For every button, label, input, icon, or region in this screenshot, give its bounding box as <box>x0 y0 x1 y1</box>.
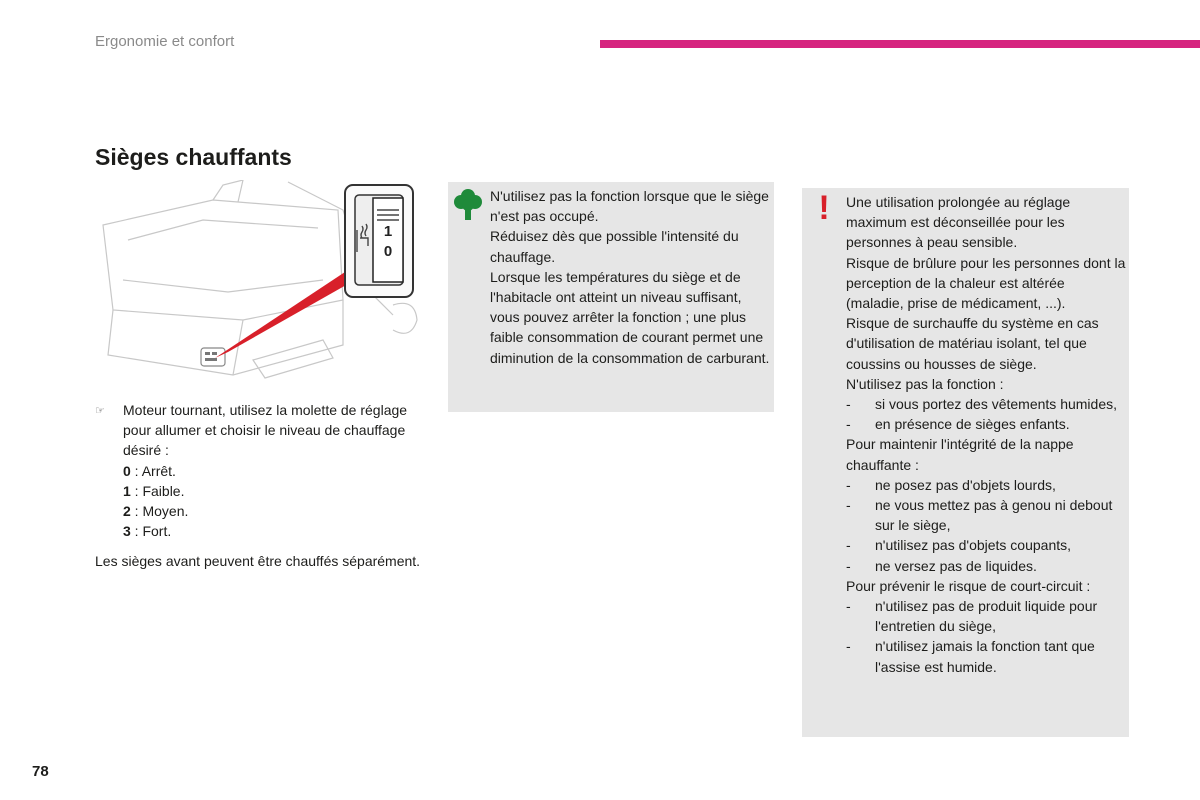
heating-levels-list <box>123 461 425 542</box>
instructions-column <box>95 400 425 586</box>
eco-paragraph: N'utilisez pas la fonction lorsque que le siège n'est pas occupé. <box>490 188 769 225</box>
level-item: 1 : Faible. <box>123 482 185 499</box>
section-label: Ergonomie et confort <box>95 33 235 50</box>
page-number: 78 <box>32 763 49 780</box>
warning-list-item: - si vous portez des vêtements humides, <box>846 396 1118 413</box>
tree-icon <box>454 187 482 221</box>
warning-paragraph: Pour maintenir l'intégrité de la nappe chauffante : <box>846 436 1074 473</box>
header-accent-bar <box>600 40 1200 48</box>
page-title: Sièges chauffants <box>95 144 292 170</box>
instruction-text: Moteur tournant, utilisez la molette de réglage pour allumer et choisir le niveau de chauffage désiré : <box>123 402 408 459</box>
warning-box <box>802 188 1129 737</box>
warning-list-item: - ne versez pas de liquides. <box>846 557 1037 574</box>
warning-list <box>846 475 1126 576</box>
warning-list-item: - ne vous mettez pas à genou ni debout sur le siège, <box>846 497 1113 534</box>
instruction-bullet <box>95 400 425 461</box>
warning-list-item: - n'utilisez jamais la fonction tant que l'assise est humide. <box>846 638 1095 675</box>
seat-illustration <box>93 180 420 390</box>
warning-text <box>846 192 1126 677</box>
warning-list-item: - n'utilisez pas de produit liquide pour l'entretien du siège, <box>846 598 1098 635</box>
warning-list-item: - ne posez pas d'objets lourds, <box>846 476 1056 493</box>
warning-paragraph: Pour prévenir le risque de court-circuit : <box>846 577 1091 594</box>
knob-mark-0: 0 <box>383 243 393 260</box>
level-item: 2 : Moyen. <box>123 503 189 520</box>
level-item: 3 : Fort. <box>123 523 172 540</box>
eco-paragraph: Réduisez dès que possible l'intensité du chauffage. <box>490 228 739 265</box>
warning-list-item: - en présence de sièges enfants. <box>846 416 1070 433</box>
front-seats-note: Les sièges avant peuvent être chauffés séparément. <box>95 553 421 570</box>
exclamation-icon: ! <box>818 189 830 227</box>
eco-tip-text <box>490 186 770 368</box>
knob-mark-1: 1 <box>383 223 393 240</box>
pointing-hand-icon: ☞ <box>95 405 105 417</box>
warning-list <box>846 394 1126 434</box>
level-item: 0 : Arrêt. <box>123 462 176 479</box>
eco-tip-box <box>448 182 774 412</box>
warning-paragraph: N'utilisez pas la fonction : <box>846 375 1004 392</box>
warning-paragraph: Une utilisation prolongée au réglage maximum est déconseillée pour les personnes à peau sensible. <box>846 194 1071 251</box>
warning-list-item: - n'utilisez pas d'objets coupants, <box>846 537 1072 554</box>
warning-paragraph: Risque de brûlure pour les personnes dont la perception de la chaleur est altérée (maladie, prise de médicament, ...). <box>846 254 1126 312</box>
seat-heating-diagram <box>93 180 420 390</box>
warning-list <box>846 596 1126 677</box>
warning-paragraph: Risque de surchauffe du système en cas d'utilisation de matériau isolant, tel que coussins ou housses de siège. <box>846 315 1099 372</box>
eco-paragraph: Lorsque les températures du siège et de l'habitacle ont atteint un niveau suffisant, vous pouvez arrêter la fonction ; une plus faible consommation de courant permet une diminution de la consommation de carburant. <box>490 268 770 366</box>
